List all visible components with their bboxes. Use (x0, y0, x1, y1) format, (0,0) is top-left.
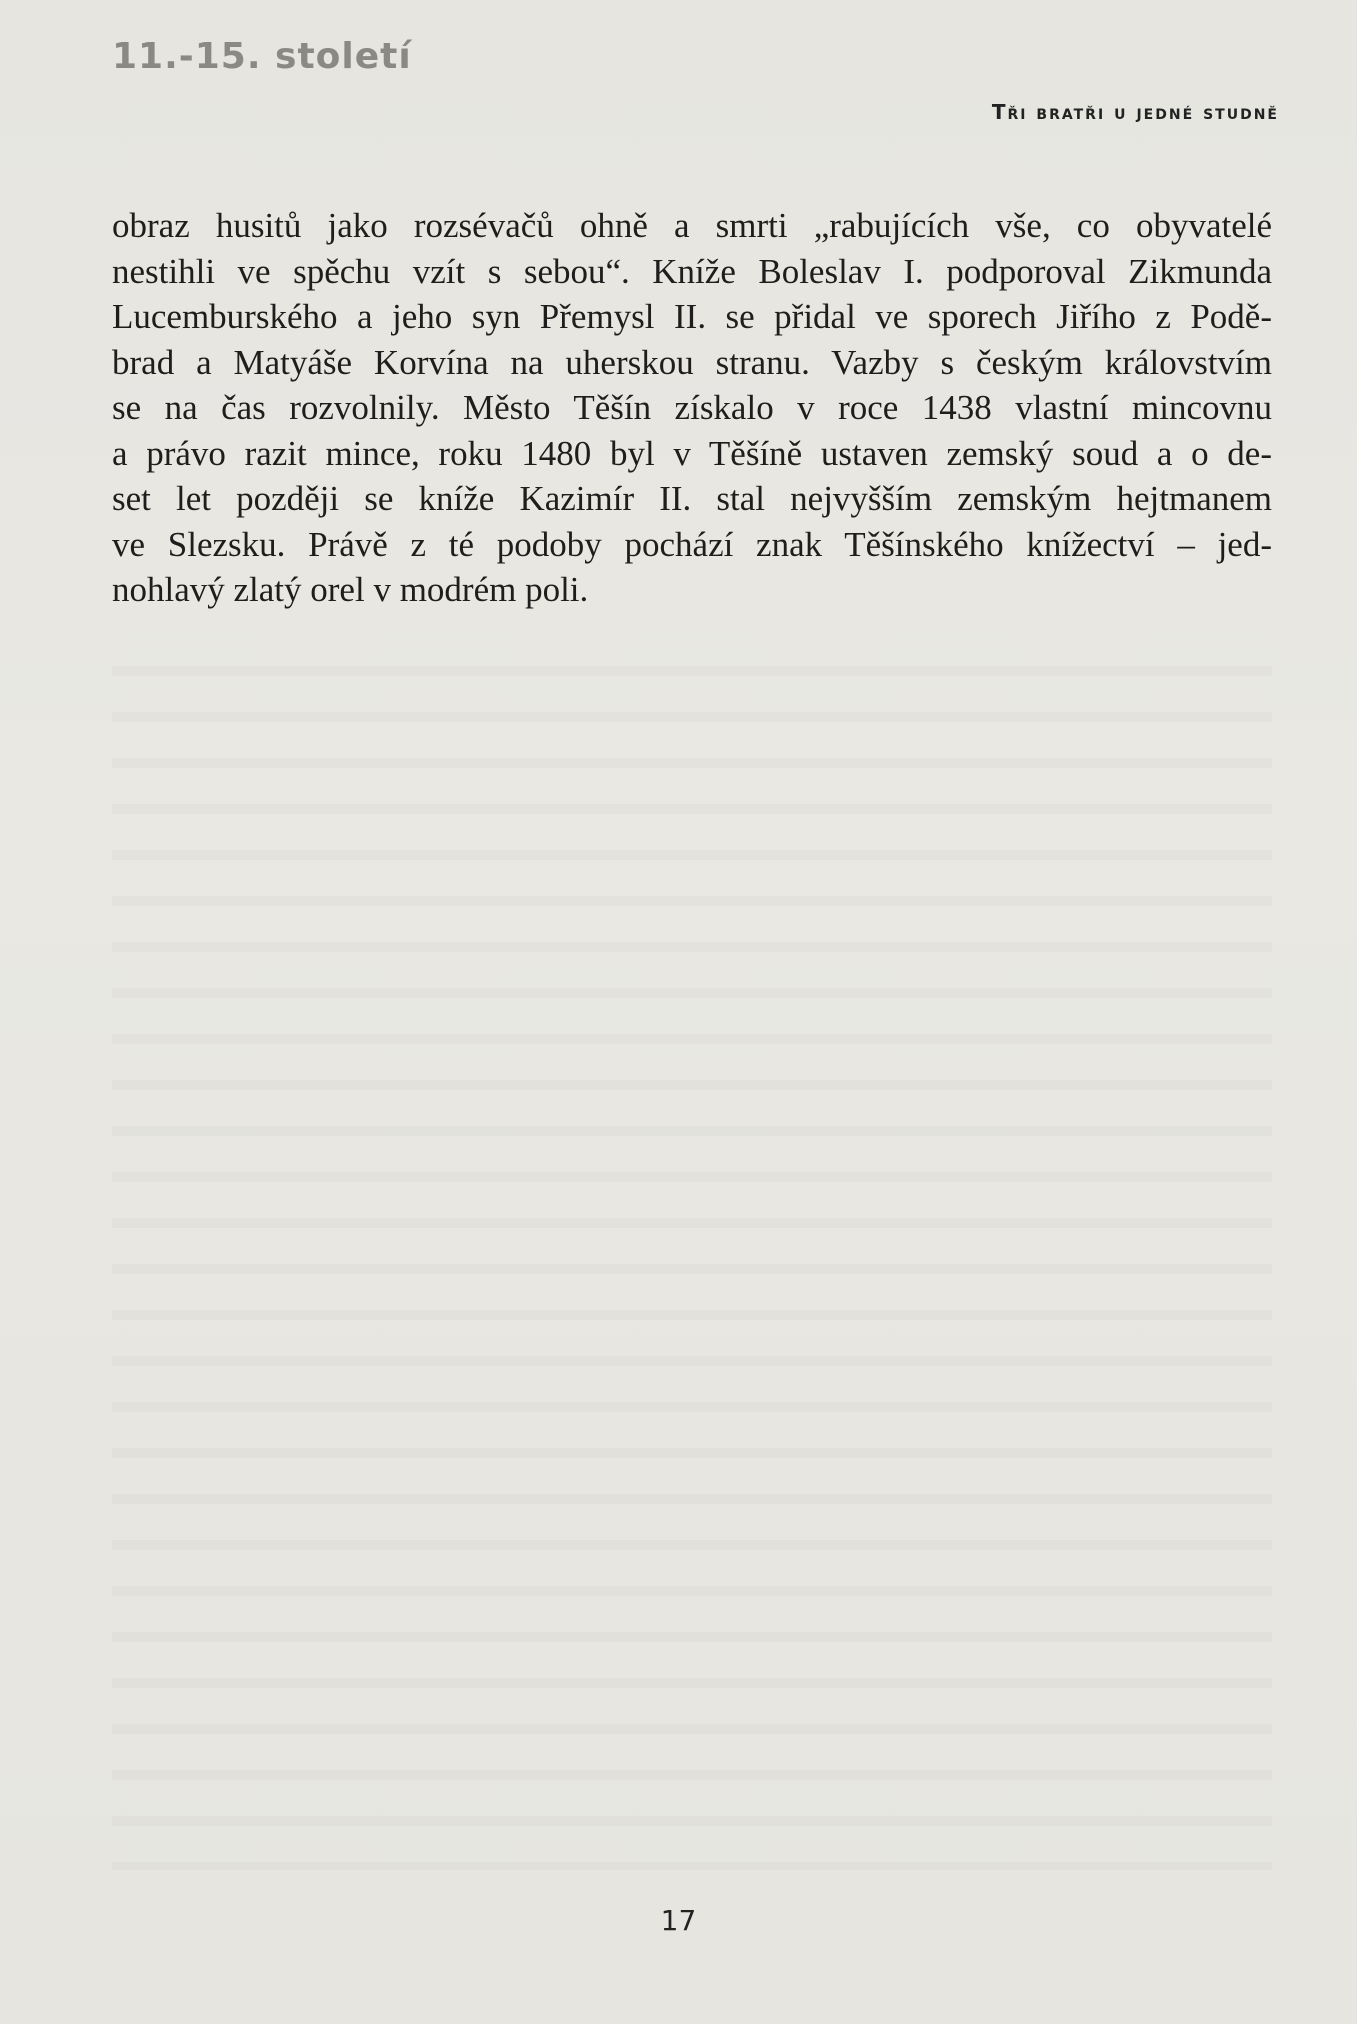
body-paragraph (112, 203, 1272, 613)
text-line: Lucemburského a jeho syn Přemysl II. se přidal ve sporech Jiřího z Podě- (112, 297, 1272, 336)
show-through-texture (112, 640, 1272, 1870)
text-line: nestihli ve spěchu vzít s sebou“. Kníže Boleslav I. podporoval Zikmunda (112, 251, 1272, 291)
text-line: a právo razit mince, roku 1480 byl v Těšíně ustaven zemský soud a o de- (112, 433, 1272, 473)
running-head-chapter: 11.-15. století (112, 36, 412, 77)
text-line: ve Slezsku. Právě z té podoby pochází znak Těšínského knížectví – jed- (112, 524, 1272, 564)
text-line: brad a Matyáše Korvína na uherskou stranu. Vazby s českým královstvím (112, 342, 1272, 382)
text-line: obraz husitů jako rozsévačů ohně a smrti „rabujících vše, co obyvatelé (112, 206, 1272, 245)
text-line: se na čas rozvolnily. Město Těšín získalo v roce 1438 vlastní mincovnu (112, 388, 1272, 427)
page-number: 17 (660, 1904, 697, 1937)
text-line: nohlavý zlatý orel v modrém poli. (112, 570, 589, 609)
text-line: set let později se kníže Kazimír II. stal nejvyšším zemským hejtmanem (112, 479, 1272, 518)
running-head-title: Tři bratři u jedné studně (991, 100, 1279, 124)
